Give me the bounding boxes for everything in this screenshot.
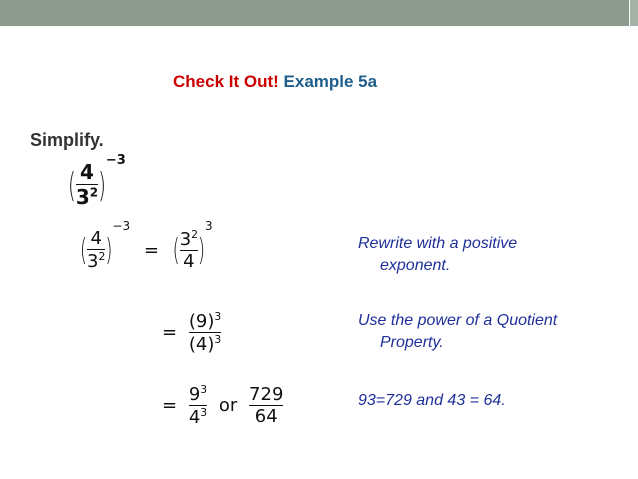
step3-numerator: 9 [188, 384, 201, 405]
step3-denominator: 4 [188, 407, 201, 428]
step3-equals: = [162, 395, 178, 416]
instruction-text: Simplify. [30, 130, 104, 150]
problem-numerator: 4 [79, 160, 94, 184]
problem-denominator: 3 [75, 185, 90, 209]
title-bar-corner [629, 0, 638, 26]
step1-note [358, 233, 517, 277]
title-bar [0, 0, 638, 26]
slide-heading [173, 72, 377, 92]
step1-note-line2: exponent. [380, 257, 451, 274]
step2-note [358, 310, 557, 354]
step3-or-label: or [218, 395, 238, 416]
step2-den-exponent: 3 [214, 333, 222, 346]
step1-lhs-den-exponent: 2 [98, 250, 106, 263]
step1-equals: = [143, 239, 159, 261]
step2-note-line2: Property. [380, 334, 444, 351]
step1-rhs-num-exponent: 2 [191, 228, 199, 241]
step3-note [358, 390, 506, 412]
step2-expression: = $\frac{(9)^3}{(4)^3}$ [162, 310, 222, 355]
step1-rhs-outer-exponent: 3 [205, 219, 213, 233]
step3-den-exponent: 3 [200, 406, 208, 419]
step1-expression: ( $\frac{4}{3^2}$ )$^{-3}$ = ( $\frac{3^2}{4}$ )$^3$ [80, 219, 213, 272]
problem-outer-exponent: −3 [105, 153, 126, 169]
step2-num-exponent: 3 [214, 310, 222, 323]
step1-lhs-outer-exponent: −3 [112, 219, 131, 233]
check-it-out-label: Check It Out! [173, 72, 279, 91]
step1-lhs-numerator: 4 [90, 228, 102, 249]
step3-result-numerator: 729 [249, 384, 284, 405]
step3-result-denominator: 64 [254, 406, 278, 427]
step2-denominator: 4 [195, 334, 208, 355]
step2-numerator: 9 [195, 311, 208, 332]
step1-rhs-numerator: 3 [179, 229, 192, 250]
step2-note-line1: Use the power of a Quotient [358, 312, 558, 329]
problem-den-exponent: 2 [89, 185, 99, 200]
problem-expression: ( $\frac{4}{3^2}$ )$^{-3}$ [68, 153, 126, 209]
step1-rhs-denominator: 4 [183, 251, 195, 272]
step1-lhs-denominator: 3 [87, 251, 99, 272]
step3-expression [162, 383, 283, 428]
step2-equals: = [162, 322, 178, 343]
example-label: Example 5a [283, 72, 378, 91]
step3-note-line1: 93=729 and 43 = 64. [358, 392, 506, 409]
step1-note-line1: Rewrite with a positive [358, 235, 518, 252]
step3-num-exponent: 3 [200, 383, 208, 396]
